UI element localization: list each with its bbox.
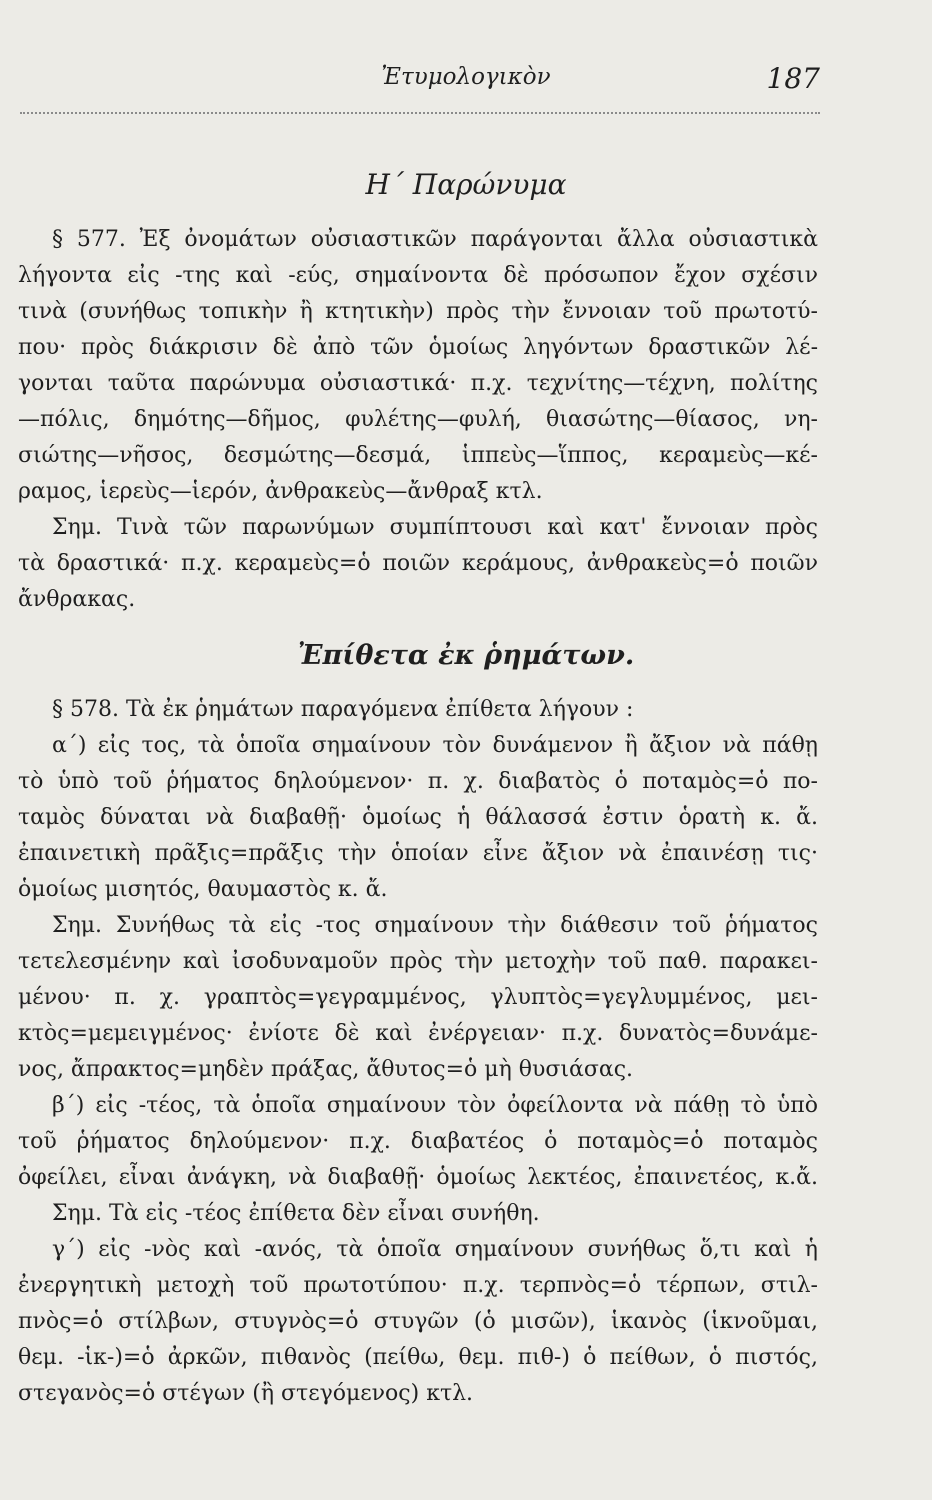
text-line: νος, ἄπρακτος=μηδὲν πράξας, ἄθυτος=ὁ μὴ θυσιάσας.: [18, 1057, 634, 1082]
text-line: —πόλις, δημότης—δῆμος, φυλέτης—φυλή, θιασώτης—θίασος, νη-: [18, 407, 818, 432]
text-line: τὰ δραστικά· π.χ. κεραμεὺς=ὁ ποιῶν κεράμους, ἀνθρακεὺς=ὁ ποιῶν: [18, 551, 818, 576]
text-line: πνὸς=ὁ στίλβων, στυγνὸς=ὁ στυγῶν (ὁ μισῶν), ἱκανὸς (ἱκνοῦμαι,: [18, 1309, 818, 1334]
page-number: 187: [766, 62, 820, 95]
text-line: τοῦ ῥήματος δηλούμενον· π.χ. διαβατέος ὁ ποταμὸς=ὁ ποταμὸς: [18, 1129, 818, 1154]
text-line: β΄) εἰς -τέος, τὰ ὁποῖα σημαίνουν τὸν ὀφείλοντα νὰ πάθῃ τὸ ὑπὸ: [52, 1093, 818, 1118]
text-line: τὸ ὑπὸ τοῦ ῥήματος δηλούμενον· π. χ. διαβατὸς ὁ ποταμὸς=ὁ πο-: [18, 769, 818, 794]
text-line: λήγοντα εἰς -της καὶ -εύς, σημαίνοντα δὲ πρόσωπον ἔχον σχέσιν: [18, 263, 818, 288]
text-line: ταμὸς δύναται νὰ διαβαθῇ· ὁμοίως ἡ θάλασσά ἐστιν ὁρατὴ κ. ἄ.: [18, 805, 818, 830]
section-heading-paronyma: Η΄ Παρώνυμα: [365, 168, 567, 201]
header-dotted-rule: [20, 112, 820, 114]
running-head: [0, 62, 932, 98]
text-line: γονται ταῦτα παρώνυμα οὐσιαστικά· π.χ. τεχνίτης—τέχνη, πολίτης: [18, 371, 818, 396]
text-line: ὀφείλει, εἶναι ἀνάγκη, νὰ διαβαθῇ· ὁμοίως λεκτέος, ἐπαινετέος, κ.ἄ.: [18, 1165, 818, 1190]
text-line: ἐνεργητικὴ μετοχὴ τοῦ πρωτοτύπου· π.χ. τερπνὸς=ὁ τέρπων, στιλ-: [18, 1273, 818, 1298]
text-line: ἄνθρακας.: [18, 587, 136, 612]
text-line: § 577. Ἐξ ὀνομάτων οὐσιαστικῶν παράγονται ἄλλα οὐσιαστικὰ: [52, 227, 818, 252]
text-line: ραμος, ἱερεὺς—ἱερόν, ἀνθρακεὺς—ἄνθραξ κτλ.: [18, 479, 543, 504]
note-line: Σημ. Τινὰ τῶν παρωνύμων συμπίπτουσι καὶ κατ' ἔννοιαν πρὸς: [52, 515, 818, 540]
text-line: τινὰ (συνήθως τοπικὴν ἢ κτητικὴν) πρὸς τὴν ἔννοιαν τοῦ πρωτοτύ-: [18, 299, 818, 324]
text-line: κτὸς=μεμειγμένος· ἐνίοτε δὲ καὶ ἐνέργειαν· π.χ. δυνατὸς=δυνάμε-: [18, 1021, 818, 1046]
text-line: ὁμοίως μισητός, θαυμαστὸς κ. ἄ.: [18, 877, 388, 902]
text-line: α΄) εἰς τος, τὰ ὁποῖα σημαίνουν τὸν δυνάμενον ἢ ἄξιον νὰ πάθῃ: [52, 733, 818, 758]
note-line: Σημ. Τὰ εἰς -τέος ἐπίθετα δὲν εἶναι συνήθη.: [52, 1201, 540, 1226]
text-line: μένου· π. χ. γραπτὸς=γεγραμμένος, γλυπτὸς=γεγλυμμένος, μει-: [18, 985, 818, 1010]
section-heading-epitheta: Ἐπίθετα ἐκ ῥημάτων.: [297, 640, 635, 671]
text-line: σιώτης—νῆσος, δεσμώτης—δεσμά, ἱππεὺς—ἵππος, κεραμεὺς—κέ-: [18, 443, 818, 468]
text-line: θεμ. -ἱκ-)=ὁ ἀρκῶν, πιθανὸς (πείθω, θεμ. πιθ-) ὁ πείθων, ὁ πιστός,: [18, 1345, 818, 1370]
text-line: που· πρὸς διάκρισιν δὲ ἀπὸ τῶν ὁμοίως ληγόντων δραστικῶν λέ-: [18, 335, 818, 360]
text-line: γ΄) εἰς -νὸς καὶ -ανός, τὰ ὁποῖα σημαίνουν συνήθως ὅ,τι καὶ ἡ: [52, 1237, 818, 1262]
text-line: στεγανὸς=ὁ στέγων (ἢ στεγόμενος) κτλ.: [18, 1381, 474, 1406]
text-line: ἐπαινετικὴ πρᾶξις=πρᾶξις τὴν ὁποίαν εἶνε ἄξιον νὰ ἐπαινέσῃ τις·: [18, 841, 818, 866]
note-line: Σημ. Συνήθως τὰ εἰς -τος σημαίνουν τὴν διάθεσιν τοῦ ῥήματος: [52, 913, 818, 938]
text-line: § 578. Τὰ ἐκ ῥημάτων παραγόμενα ἐπίθετα λήγουν :: [52, 697, 634, 722]
text-line: τετελεσμένην καὶ ἰσοδυναμοῦν πρὸς τὴν μετοχὴν τοῦ παθ. παρακει-: [18, 949, 818, 974]
running-title: Ἐτυμολογικὸν: [381, 64, 551, 90]
